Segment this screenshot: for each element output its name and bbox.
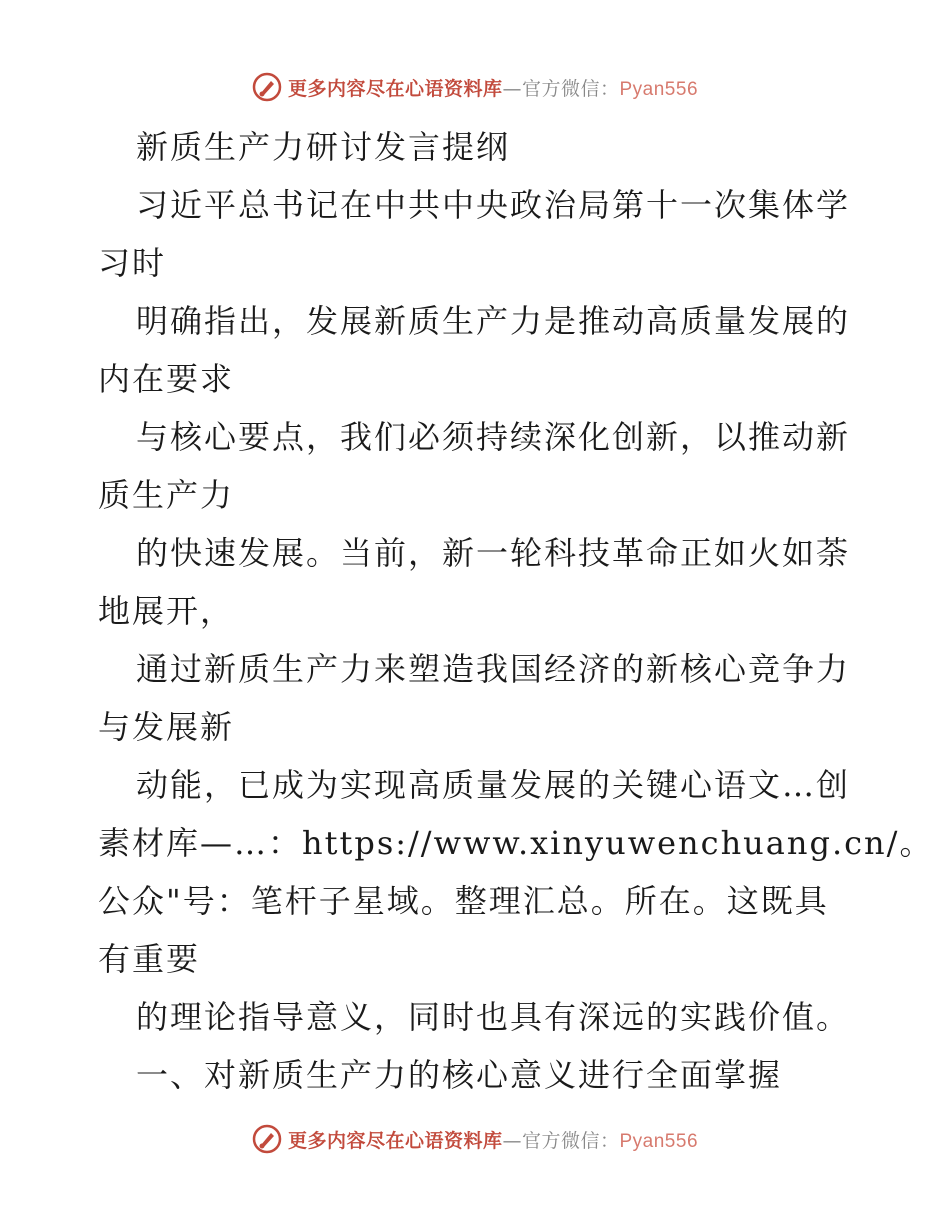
pen-nib-logo-icon [252, 72, 282, 102]
watermark-brand: 更多内容尽在心语资料库 [287, 77, 503, 100]
text-line: 新质生产力研讨发言提纲 [136, 128, 511, 166]
text-line: 习时 [98, 244, 167, 282]
watermark-label: 官方微信： [521, 77, 620, 100]
text-line: 一、对新质生产力的核心意义进行全面掌握 [136, 1056, 783, 1094]
watermark-label: 官方微信： [521, 1129, 620, 1152]
text-line: 与发展新 [98, 708, 235, 746]
watermark-brand: 更多内容尽在心语资料库 [287, 1129, 503, 1152]
watermark-id: Pyan556 [619, 78, 699, 100]
text-line: 内在要求 [98, 360, 235, 398]
document-body [98, 118, 934, 1104]
text-line: 明确指出，发展新质生产力是推动高质量发展的 [136, 302, 851, 340]
text-line: 质生产力 [98, 476, 235, 514]
watermark-id: Pyan556 [619, 1130, 699, 1152]
text-line: 与核心要点，我们必须持续深化创新，以推动新 [136, 418, 851, 456]
text-line: 公众"号：笔杆子星域。整理汇总。所在。这既具 [98, 882, 829, 920]
pen-nib-logo-icon [252, 1124, 282, 1154]
text-line: 的快速发展。当前，新一轮科技革命正如火如荼 [136, 534, 851, 572]
text-line: 动能，已成为实现高质量发展的关键心语文…创 [136, 766, 851, 804]
text-line: 的理论指导意义，同时也具有深远的实践价值。 [136, 998, 851, 1036]
watermark-dash: — [502, 77, 522, 100]
text-line: 通过新质生产力来塑造我国经济的新核心竞争力 [136, 650, 851, 688]
footer-watermark [0, 1124, 950, 1154]
header-watermark [0, 72, 950, 102]
text-line: 地展开， [98, 592, 235, 630]
text-line: 习近平总书记在中共中央政治局第十一次集体学 [136, 186, 851, 224]
watermark-dash: — [502, 1129, 522, 1152]
text-line: 有重要 [98, 940, 201, 978]
text-line: 素材库—…：https://www.xinyuwenchuang.cn/。 [98, 824, 934, 862]
